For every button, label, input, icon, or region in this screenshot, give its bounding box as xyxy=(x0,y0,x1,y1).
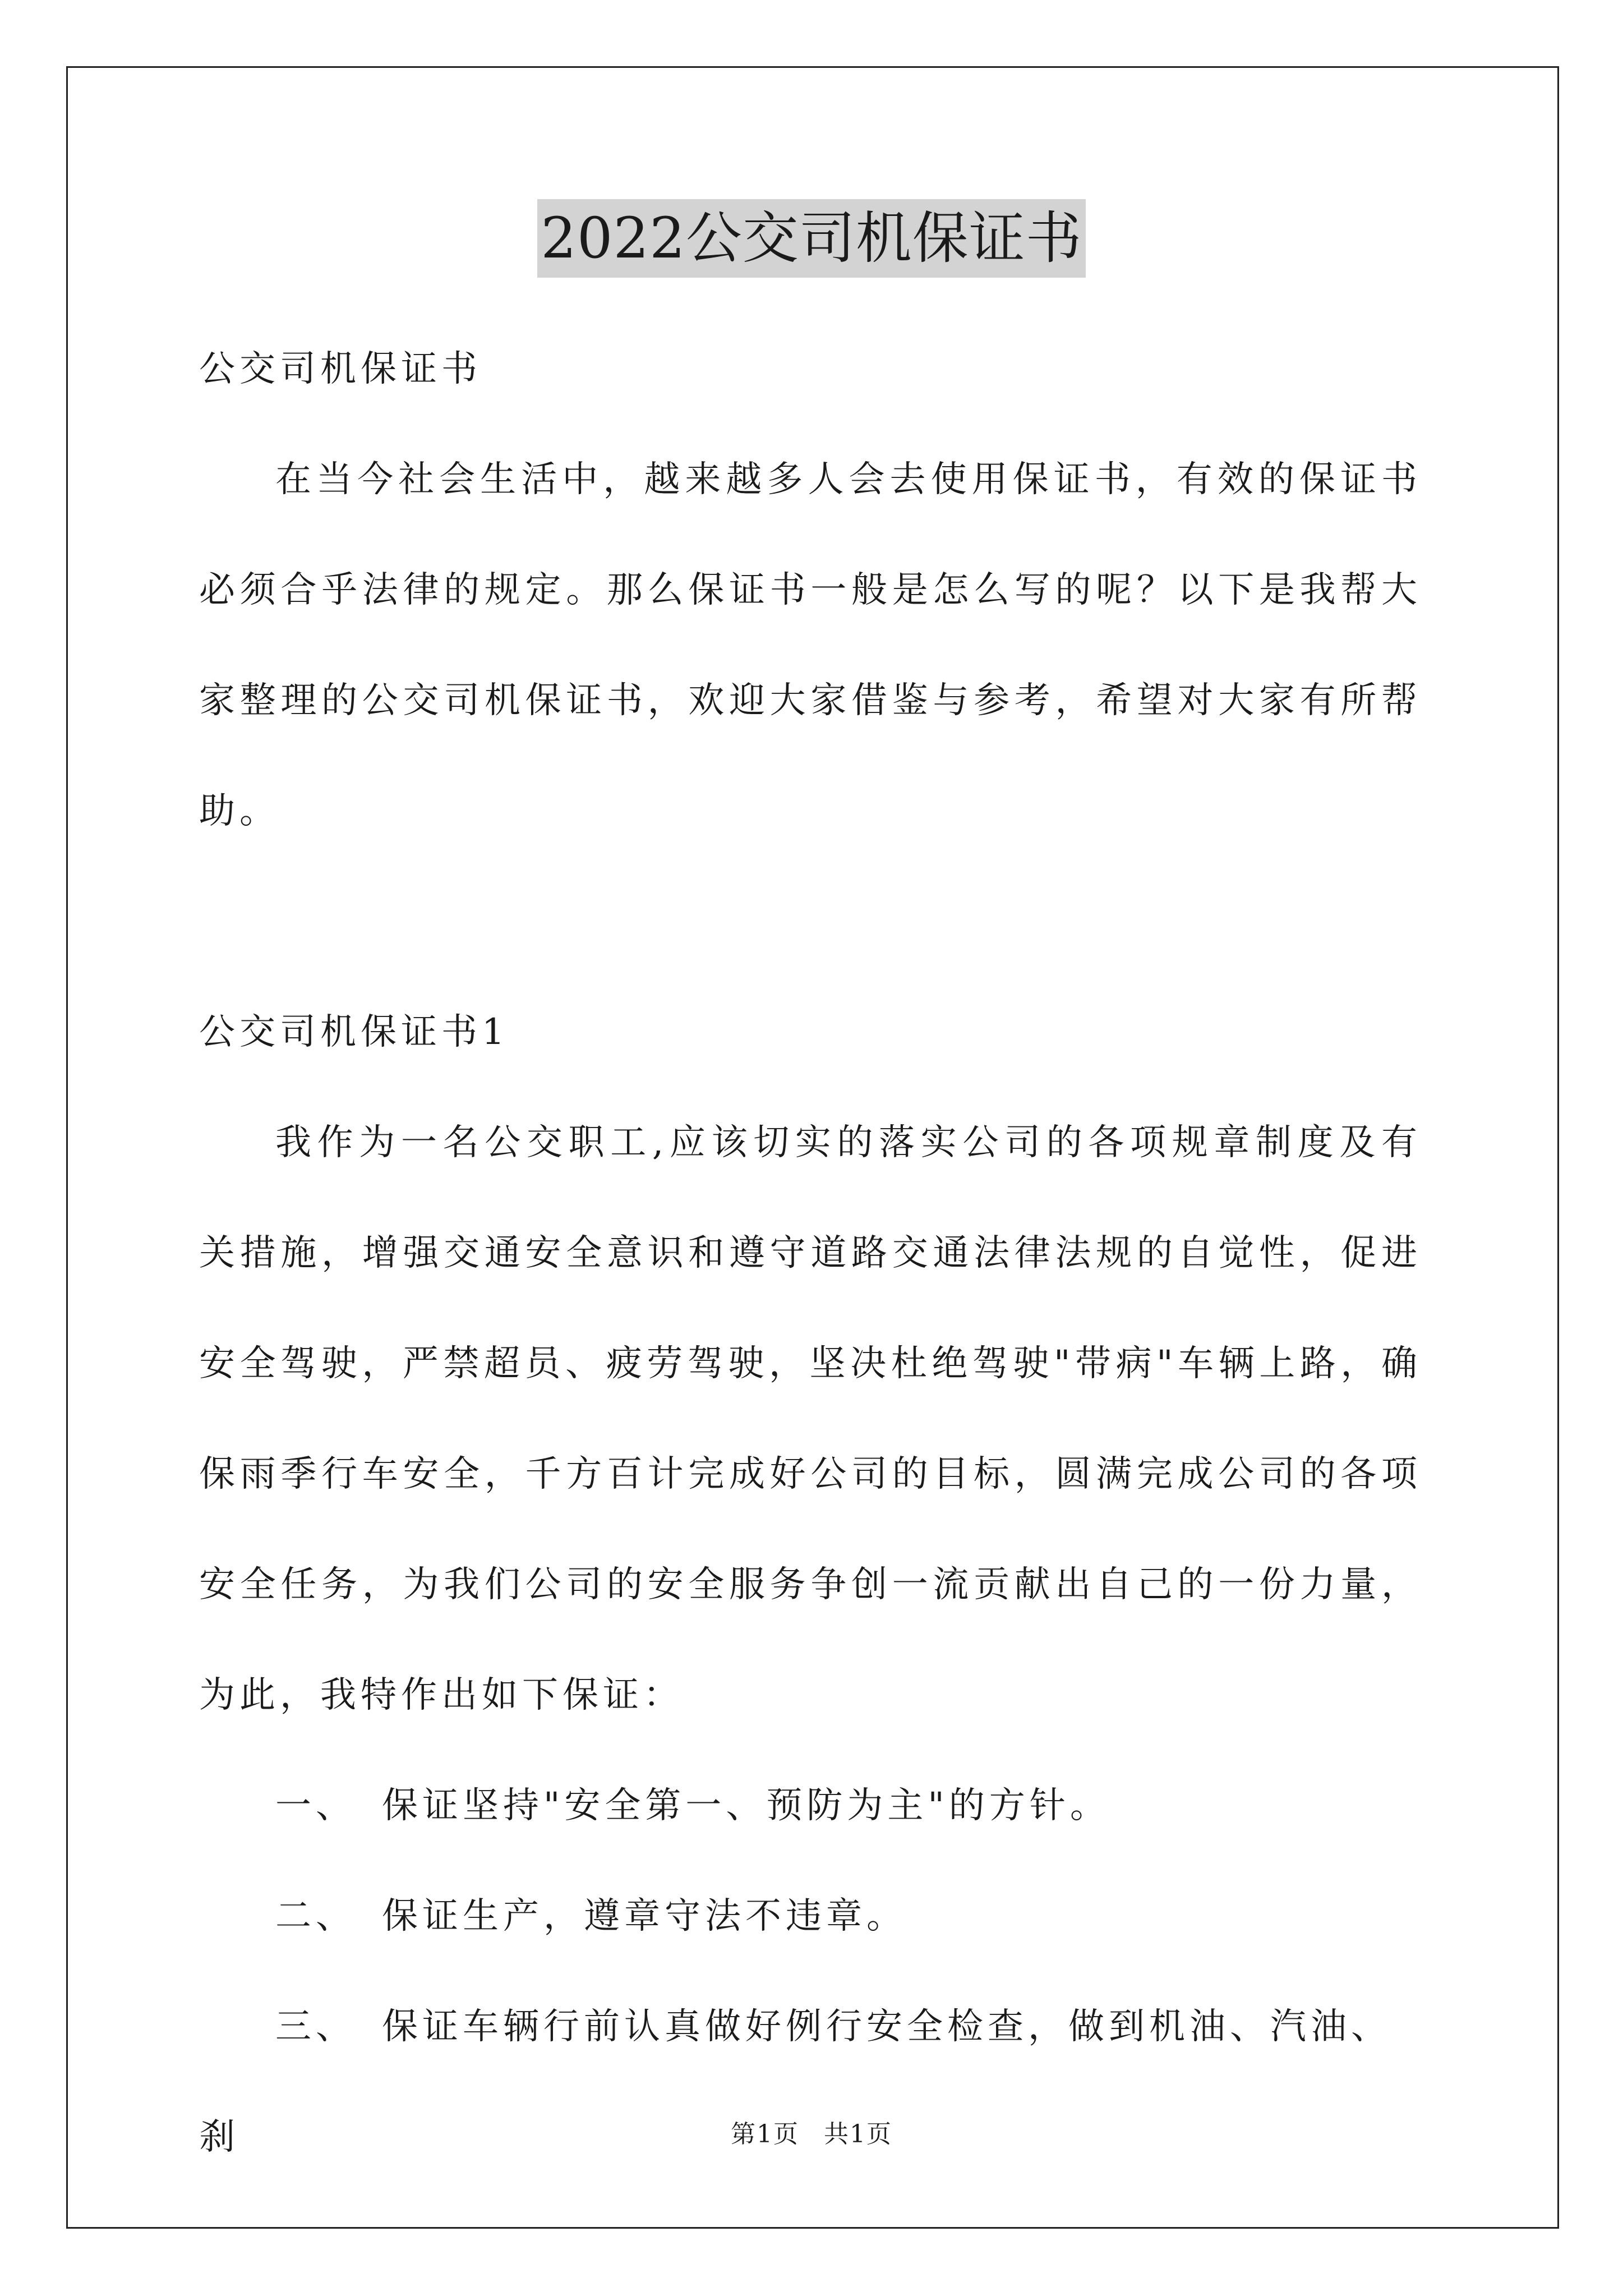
document-body xyxy=(199,314,1422,2193)
document-subtitle: 公交司机保证书 xyxy=(199,348,482,390)
section-paragraph: 我作为一名公交职工,应该切实的落实公司的各项规章制度及有关措施，增强交通安全意识和遵守道路交通法律法规的自觉性，促进安全驾驶，严禁超员、疲劳驾驶，坚决杜绝驾驶"带病"车辆上路，确保雨季行车安全，千方百计完成好公司的目标，圆满完成公司的各项安全任务，为我们公司的安全服务争创一流贡献出自己的一份力量，为此，我特作出如下保证： xyxy=(199,1122,1422,1716)
list-item-number: 一、 xyxy=(275,1785,356,1826)
document-title: 2022公交司机保证书 xyxy=(537,199,1086,278)
list-item xyxy=(199,1751,1422,1861)
list-item-text: 保证生产，遵章守法不违章。 xyxy=(382,1895,907,1937)
list-item-text: 保证坚持"安全第一、预防为主"的方针。 xyxy=(382,1785,1110,1826)
intro-paragraph: 在当今社会生活中，越来越多人会去使用保证书，有效的保证书必须合乎法律的规定。那么保证书一般是怎么写的呢？以下是我帮大家整理的公交司机保证书，欢迎大家借鉴与参考，希望对大家有所帮助。 xyxy=(199,459,1422,832)
list-item-text: 保证车辆行前认真做好例行安全检查，做到机油、汽油、刹 xyxy=(199,2006,1391,2158)
list-item-number: 二、 xyxy=(275,1895,356,1937)
title-container xyxy=(0,199,1623,278)
list-item xyxy=(199,1972,1422,2193)
page-total: 共1页 xyxy=(824,2120,892,2148)
page-footer xyxy=(0,2118,1623,2151)
section-heading: 公交司机保证书1 xyxy=(199,1011,509,1053)
list-item xyxy=(199,1861,1422,1972)
list-item-number: 三、 xyxy=(275,2006,356,2047)
page-number: 第1页 xyxy=(731,2120,799,2148)
section-spacer xyxy=(199,867,1422,977)
